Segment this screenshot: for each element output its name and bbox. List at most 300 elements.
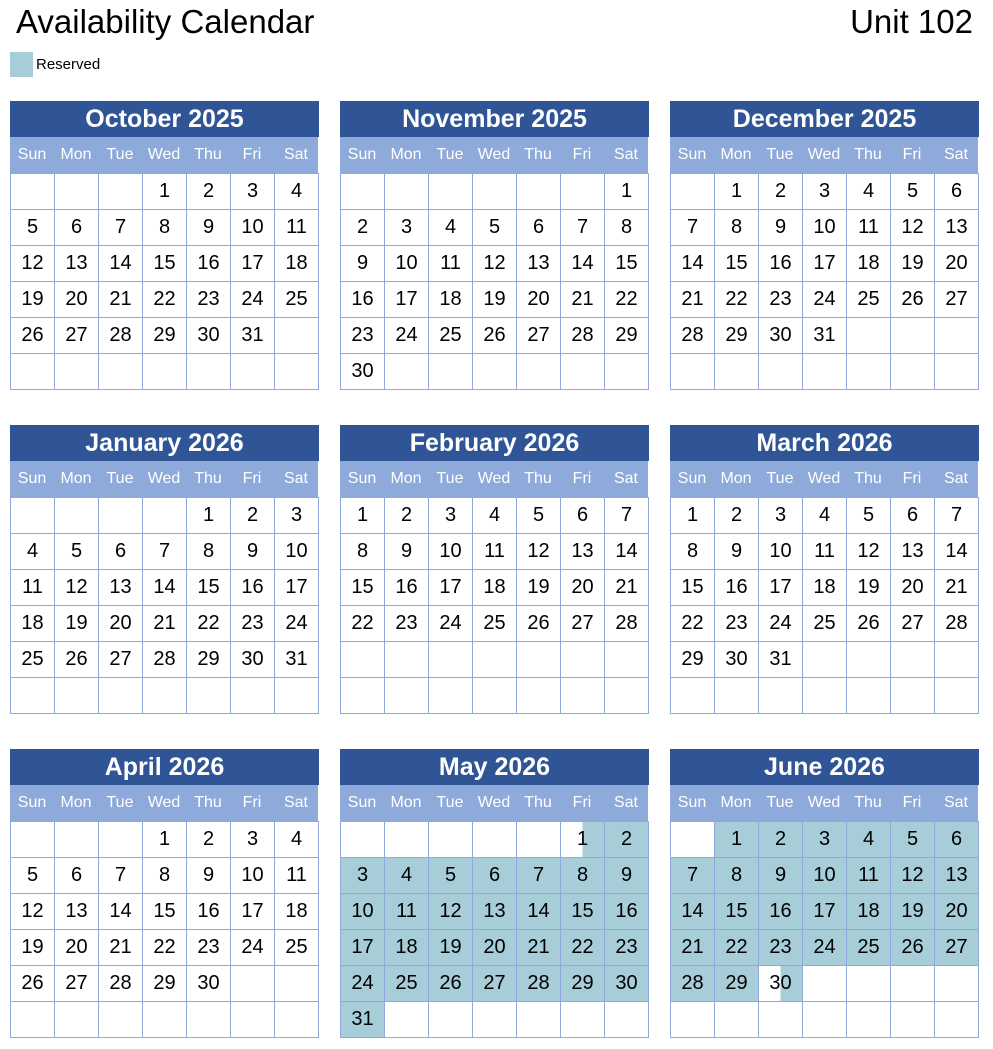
weekday-header — [670, 137, 978, 173]
weekday-thu: Thu — [854, 794, 882, 811]
weekday-fri: Fri — [902, 470, 922, 487]
day-cell: 6 — [473, 858, 517, 894]
weekday-sat: Sat — [943, 146, 968, 163]
empty-cell — [517, 678, 561, 714]
day-cell: 24 — [341, 966, 385, 1002]
empty-cell — [473, 174, 517, 210]
day-cell: 7 — [605, 498, 649, 534]
day-cell: 25 — [385, 966, 429, 1002]
day-cell: 14 — [605, 534, 649, 570]
day-cell: 13 — [473, 894, 517, 930]
empty-cell — [605, 678, 649, 714]
weekday-tue: Tue — [106, 146, 134, 163]
empty-cell — [561, 354, 605, 390]
day-cell: 2 — [231, 498, 275, 534]
day-cell: 27 — [517, 318, 561, 354]
empty-cell — [429, 1002, 473, 1038]
day-cell: 6 — [935, 822, 979, 858]
day-cell: 23 — [605, 930, 649, 966]
day-cell: 4 — [429, 210, 473, 246]
empty-cell — [275, 678, 319, 714]
day-cell: 28 — [143, 642, 187, 678]
weekday-mon: Mon — [720, 470, 752, 487]
day-cell: 20 — [99, 606, 143, 642]
day-cell: 21 — [671, 282, 715, 318]
empty-cell — [561, 678, 605, 714]
day-cell: 30 — [759, 318, 803, 354]
day-cell: 10 — [231, 858, 275, 894]
day-cell: 5 — [891, 822, 935, 858]
empty-cell — [385, 354, 429, 390]
empty-cell — [99, 174, 143, 210]
weekday-fri: Fri — [902, 794, 922, 811]
day-cell: 17 — [759, 570, 803, 606]
day-cell: 22 — [715, 930, 759, 966]
empty-cell — [143, 354, 187, 390]
empty-cell — [99, 498, 143, 534]
day-cell: 15 — [605, 246, 649, 282]
empty-cell — [187, 354, 231, 390]
weekday-thu: Thu — [194, 146, 222, 163]
day-cell: 9 — [605, 858, 649, 894]
empty-cell — [759, 678, 803, 714]
day-cell: 29 — [561, 966, 605, 1002]
day-cell: 4 — [847, 822, 891, 858]
day-cell: 2 — [715, 498, 759, 534]
month-title: April 2026 — [10, 749, 319, 785]
weekday-tue: Tue — [106, 794, 134, 811]
day-cell: 21 — [935, 570, 979, 606]
empty-cell — [11, 1002, 55, 1038]
empty-cell — [55, 174, 99, 210]
weekday-sat: Sat — [283, 470, 308, 487]
day-cell: 25 — [429, 318, 473, 354]
day-cell: 22 — [187, 606, 231, 642]
day-cell: 4 — [473, 498, 517, 534]
day-cell: 16 — [605, 894, 649, 930]
day-cell: 15 — [671, 570, 715, 606]
day-cell: 15 — [715, 894, 759, 930]
day-cell: 28 — [561, 318, 605, 354]
day-cell: 12 — [429, 894, 473, 930]
empty-cell — [891, 1002, 935, 1038]
weekday-wed: Wed — [147, 470, 181, 487]
day-cell: 5 — [55, 534, 99, 570]
month-april-2026 — [10, 749, 319, 1038]
day-cell: 24 — [231, 930, 275, 966]
weekday-fri: Fri — [902, 146, 922, 163]
empty-cell — [935, 642, 979, 678]
empty-cell — [99, 354, 143, 390]
day-cell: 19 — [517, 570, 561, 606]
day-cell: 18 — [275, 246, 319, 282]
month-june-2026 — [670, 749, 979, 1038]
day-cell: 21 — [671, 930, 715, 966]
weekday-header — [340, 137, 648, 173]
day-cell: 3 — [803, 822, 847, 858]
day-cell: 8 — [715, 858, 759, 894]
weekday-tue: Tue — [766, 794, 794, 811]
empty-cell — [803, 1002, 847, 1038]
day-cell: 3 — [759, 498, 803, 534]
day-cell: 3 — [231, 174, 275, 210]
month-january-2026 — [10, 425, 319, 714]
day-cell: 15 — [715, 246, 759, 282]
weekday-sun: Sun — [347, 794, 377, 811]
weekday-fri: Fri — [572, 146, 592, 163]
day-cell: 1 — [715, 822, 759, 858]
day-cell: 12 — [891, 858, 935, 894]
empty-cell — [143, 498, 187, 534]
day-cell: 11 — [847, 858, 891, 894]
weekday-tue: Tue — [436, 146, 464, 163]
day-cell: 10 — [429, 534, 473, 570]
day-cell: 8 — [143, 858, 187, 894]
day-cell: 17 — [429, 570, 473, 606]
empty-cell — [935, 966, 979, 1002]
weekday-wed: Wed — [807, 470, 841, 487]
day-cell: 19 — [55, 606, 99, 642]
empty-cell — [429, 642, 473, 678]
weekday-fri: Fri — [572, 470, 592, 487]
day-cell: 6 — [55, 858, 99, 894]
day-cell: 21 — [561, 282, 605, 318]
day-cell: 8 — [143, 210, 187, 246]
day-cell: 1 — [671, 498, 715, 534]
day-cell: 18 — [847, 894, 891, 930]
weekday-mon: Mon — [390, 146, 422, 163]
empty-cell — [11, 822, 55, 858]
day-cell: 10 — [759, 534, 803, 570]
day-cell: 17 — [231, 894, 275, 930]
empty-cell — [891, 678, 935, 714]
day-cell: 6 — [99, 534, 143, 570]
weekday-wed: Wed — [147, 794, 181, 811]
day-cell: 11 — [275, 858, 319, 894]
empty-cell — [517, 822, 561, 858]
empty-cell — [847, 354, 891, 390]
day-cell: 20 — [473, 930, 517, 966]
day-cell: 16 — [187, 246, 231, 282]
day-cell: 8 — [605, 210, 649, 246]
day-cell: 16 — [231, 570, 275, 606]
day-cell: 23 — [187, 930, 231, 966]
day-cell: 10 — [385, 246, 429, 282]
empty-cell — [473, 642, 517, 678]
page-title: Availability Calendar — [16, 3, 315, 40]
day-cell: 7 — [143, 534, 187, 570]
day-cell: 2 — [341, 210, 385, 246]
weekday-thu: Thu — [524, 470, 552, 487]
weekday-sun: Sun — [17, 470, 47, 487]
day-cell: 2 — [187, 822, 231, 858]
day-cell: 1 — [561, 822, 605, 858]
day-cell: 27 — [99, 642, 143, 678]
empty-cell — [517, 642, 561, 678]
empty-cell — [803, 642, 847, 678]
day-cell: 5 — [11, 210, 55, 246]
day-cell: 15 — [561, 894, 605, 930]
empty-cell — [341, 642, 385, 678]
day-cell: 12 — [517, 534, 561, 570]
empty-cell — [341, 678, 385, 714]
month-title: May 2026 — [340, 749, 649, 785]
day-cell: 9 — [231, 534, 275, 570]
empty-cell — [429, 174, 473, 210]
empty-cell — [231, 1002, 275, 1038]
day-cell: 12 — [891, 210, 935, 246]
day-cell: 17 — [803, 246, 847, 282]
weekday-wed: Wed — [147, 146, 181, 163]
day-cell: 24 — [803, 282, 847, 318]
day-cell: 5 — [517, 498, 561, 534]
day-cell: 22 — [143, 282, 187, 318]
empty-cell — [143, 1002, 187, 1038]
day-cell: 29 — [187, 642, 231, 678]
weekday-thu: Thu — [194, 470, 222, 487]
day-cell: 6 — [517, 210, 561, 246]
weekday-thu: Thu — [854, 146, 882, 163]
day-cell: 26 — [847, 606, 891, 642]
empty-cell — [935, 678, 979, 714]
empty-cell — [143, 678, 187, 714]
day-cell: 26 — [429, 966, 473, 1002]
day-cell: 7 — [99, 858, 143, 894]
day-cell: 1 — [605, 174, 649, 210]
day-cell: 26 — [55, 642, 99, 678]
day-cell: 4 — [275, 174, 319, 210]
day-cell: 7 — [671, 858, 715, 894]
weekday-wed: Wed — [477, 146, 511, 163]
day-cell: 22 — [605, 282, 649, 318]
day-cell: 12 — [847, 534, 891, 570]
weekday-thu: Thu — [524, 146, 552, 163]
empty-cell — [671, 678, 715, 714]
weekday-mon: Mon — [60, 146, 92, 163]
day-cell: 24 — [385, 318, 429, 354]
day-cell: 30 — [341, 354, 385, 390]
day-cell: 14 — [99, 246, 143, 282]
month-may-2026 — [340, 749, 649, 1038]
day-cell: 9 — [759, 210, 803, 246]
day-cell: 3 — [231, 822, 275, 858]
day-cell: 22 — [715, 282, 759, 318]
day-cell: 20 — [561, 570, 605, 606]
day-cell: 9 — [187, 210, 231, 246]
empty-cell — [275, 1002, 319, 1038]
day-cell: 8 — [187, 534, 231, 570]
day-cell: 17 — [275, 570, 319, 606]
day-cell: 28 — [605, 606, 649, 642]
day-cell: 25 — [847, 282, 891, 318]
month-march-2026 — [670, 425, 979, 714]
day-cell: 2 — [187, 174, 231, 210]
empty-cell — [55, 678, 99, 714]
day-cell: 8 — [341, 534, 385, 570]
day-cell: 18 — [385, 930, 429, 966]
empty-cell — [429, 822, 473, 858]
day-cell: 31 — [759, 642, 803, 678]
day-cell: 22 — [143, 930, 187, 966]
day-cell: 24 — [429, 606, 473, 642]
day-cell: 31 — [231, 318, 275, 354]
day-cell: 24 — [759, 606, 803, 642]
day-cell: 31 — [803, 318, 847, 354]
day-cell: 17 — [341, 930, 385, 966]
day-cell: 13 — [99, 570, 143, 606]
empty-cell — [891, 966, 935, 1002]
day-cell: 27 — [891, 606, 935, 642]
day-cell: 23 — [385, 606, 429, 642]
legend — [10, 52, 100, 77]
day-cell: 2 — [759, 174, 803, 210]
day-cell: 27 — [935, 930, 979, 966]
weekday-fri: Fri — [242, 470, 262, 487]
day-cell: 23 — [231, 606, 275, 642]
day-cell: 21 — [143, 606, 187, 642]
empty-cell — [561, 174, 605, 210]
empty-cell — [187, 678, 231, 714]
weekday-sun: Sun — [17, 794, 47, 811]
day-cell: 20 — [891, 570, 935, 606]
day-cell: 10 — [275, 534, 319, 570]
day-cell: 28 — [99, 318, 143, 354]
weekday-mon: Mon — [60, 470, 92, 487]
day-cell: 8 — [561, 858, 605, 894]
empty-cell — [99, 822, 143, 858]
empty-cell — [671, 1002, 715, 1038]
day-cell: 4 — [385, 858, 429, 894]
day-cell: 3 — [385, 210, 429, 246]
empty-cell — [429, 678, 473, 714]
weekday-sat: Sat — [613, 794, 638, 811]
day-grid — [340, 497, 649, 714]
empty-cell — [99, 1002, 143, 1038]
day-cell: 28 — [517, 966, 561, 1002]
day-grid — [10, 173, 319, 390]
day-cell: 26 — [11, 966, 55, 1002]
empty-cell — [891, 642, 935, 678]
empty-cell — [803, 354, 847, 390]
day-cell: 4 — [275, 822, 319, 858]
day-cell: 31 — [341, 1002, 385, 1038]
day-cell: 12 — [11, 894, 55, 930]
empty-cell — [11, 678, 55, 714]
empty-cell — [429, 354, 473, 390]
day-cell: 11 — [275, 210, 319, 246]
weekday-fri: Fri — [572, 794, 592, 811]
day-cell: 8 — [715, 210, 759, 246]
day-cell: 10 — [341, 894, 385, 930]
day-cell: 11 — [803, 534, 847, 570]
day-cell: 30 — [715, 642, 759, 678]
weekday-mon: Mon — [390, 794, 422, 811]
day-cell: 20 — [55, 282, 99, 318]
weekday-header — [10, 785, 318, 821]
empty-cell — [473, 1002, 517, 1038]
day-cell: 6 — [561, 498, 605, 534]
day-cell: 27 — [473, 966, 517, 1002]
day-cell: 9 — [385, 534, 429, 570]
day-cell: 15 — [143, 246, 187, 282]
day-cell: 17 — [803, 894, 847, 930]
empty-cell — [473, 822, 517, 858]
day-grid — [670, 173, 979, 390]
day-cell: 26 — [11, 318, 55, 354]
day-cell: 20 — [935, 894, 979, 930]
weekday-tue: Tue — [106, 470, 134, 487]
weekday-header — [340, 785, 648, 821]
day-cell: 3 — [803, 174, 847, 210]
day-cell: 10 — [231, 210, 275, 246]
day-cell: 9 — [341, 246, 385, 282]
day-cell: 13 — [561, 534, 605, 570]
month-title: October 2025 — [10, 101, 319, 137]
empty-cell — [55, 822, 99, 858]
day-cell: 7 — [671, 210, 715, 246]
day-cell: 24 — [275, 606, 319, 642]
month-november-2025 — [340, 101, 649, 390]
day-cell: 18 — [803, 570, 847, 606]
day-cell: 22 — [561, 930, 605, 966]
day-cell: 13 — [935, 210, 979, 246]
empty-cell — [517, 354, 561, 390]
unit-label: Unit 102 — [850, 3, 973, 40]
day-cell: 30 — [759, 966, 803, 1002]
day-cell: 25 — [473, 606, 517, 642]
day-cell: 10 — [803, 210, 847, 246]
weekday-thu: Thu — [194, 794, 222, 811]
weekday-tue: Tue — [436, 470, 464, 487]
empty-cell — [561, 642, 605, 678]
empty-cell — [275, 318, 319, 354]
weekday-sun: Sun — [347, 146, 377, 163]
day-cell: 25 — [803, 606, 847, 642]
month-title: June 2026 — [670, 749, 979, 785]
day-cell: 13 — [517, 246, 561, 282]
month-title: January 2026 — [10, 425, 319, 461]
weekday-header — [10, 137, 318, 173]
weekday-fri: Fri — [242, 794, 262, 811]
day-grid — [670, 821, 979, 1038]
day-cell: 27 — [55, 318, 99, 354]
month-october-2025 — [10, 101, 319, 390]
empty-cell — [605, 1002, 649, 1038]
weekday-wed: Wed — [807, 794, 841, 811]
day-cell: 6 — [55, 210, 99, 246]
day-cell: 18 — [429, 282, 473, 318]
day-cell: 19 — [891, 894, 935, 930]
day-cell: 29 — [715, 966, 759, 1002]
day-cell: 25 — [275, 930, 319, 966]
empty-cell — [561, 1002, 605, 1038]
weekday-sat: Sat — [943, 470, 968, 487]
empty-cell — [11, 498, 55, 534]
day-cell: 9 — [759, 858, 803, 894]
day-cell: 11 — [429, 246, 473, 282]
day-cell: 21 — [517, 930, 561, 966]
month-title: February 2026 — [340, 425, 649, 461]
day-cell: 14 — [935, 534, 979, 570]
month-title: March 2026 — [670, 425, 979, 461]
empty-cell — [385, 174, 429, 210]
day-cell: 28 — [671, 966, 715, 1002]
empty-cell — [99, 678, 143, 714]
day-cell: 25 — [275, 282, 319, 318]
day-cell: 23 — [187, 282, 231, 318]
day-cell: 12 — [11, 246, 55, 282]
day-cell: 19 — [11, 930, 55, 966]
